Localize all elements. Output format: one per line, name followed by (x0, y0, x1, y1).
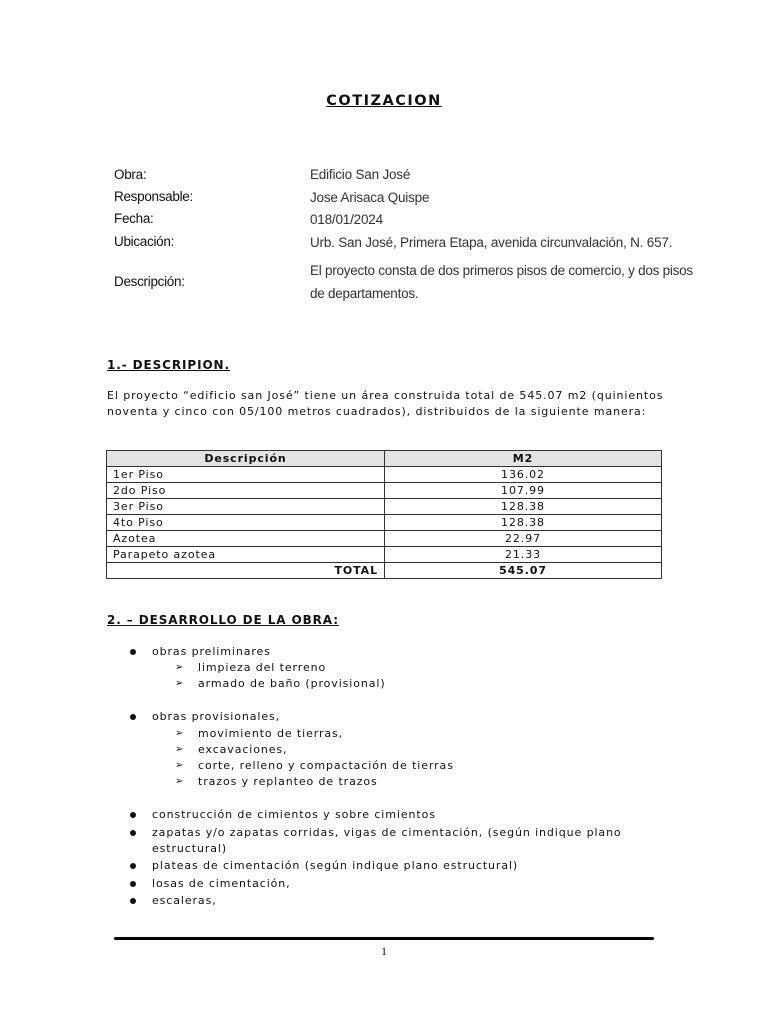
bullet-icon (130, 714, 136, 720)
section1-paragraph: El proyecto “edificio san José” tiene un área construida total de 545.07 m2 (quinientos noventa y cinco con 05/100 metros cuadrados), distribuidos de la siguiente manera: (107, 389, 664, 418)
ubicacion-label: Ubicación: (114, 234, 175, 249)
responsable-value: Jose Arisaca Quispe (310, 190, 430, 205)
table-row (107, 515, 662, 531)
row-label: 2do Piso (107, 483, 385, 499)
list-item-text: losas de cimentación, (152, 877, 291, 890)
row-label: Parapeto azotea (107, 547, 385, 563)
bullet-icon (130, 863, 136, 869)
table-total-row (107, 563, 662, 579)
list-item-text: construcción de cimientos y sobre cimientos (152, 808, 436, 821)
arrow-bullet-icon: ➢ (175, 678, 185, 689)
ubicacion-value: Urb. San José, Primera Etapa, avenida circunvalación, N. 657. (310, 235, 673, 250)
bullet-icon (130, 649, 136, 655)
bullet-icon (130, 898, 136, 904)
row-label: 1er Piso (107, 467, 385, 483)
table-row (107, 499, 662, 515)
table-row (107, 467, 662, 483)
row-value: 128.38 (385, 515, 662, 531)
responsable-label: Responsable: (114, 189, 193, 204)
sub-list-item-text: corte, relleno y compactación de tierras (198, 759, 454, 772)
page-number: 1 (381, 944, 387, 958)
header-descripcion: Descripción (107, 451, 385, 467)
list-item-text: zapatas y/o zapatas corridas, vigas de cimentación, (según indique plano estructural) (152, 826, 622, 855)
row-value: 21.33 (385, 547, 662, 563)
bullet-icon (130, 830, 136, 836)
areas-table (106, 450, 662, 579)
sub-list-item-text: armado de baño (provisional) (198, 677, 386, 690)
row-label: 3er Piso (107, 499, 385, 515)
list-item-text: obras preliminares (152, 645, 271, 658)
header-m2: M2 (385, 451, 662, 467)
bullet-icon (130, 881, 136, 887)
arrow-bullet-icon: ➢ (175, 744, 185, 755)
table-row (107, 547, 662, 563)
total-label: TOTAL (107, 563, 385, 579)
list-item-text: plateas de cimentación (según indique plano estructural) (152, 859, 519, 872)
arrow-bullet-icon: ➢ (175, 728, 185, 739)
row-value: 136.02 (385, 467, 662, 483)
row-value: 107.99 (385, 483, 662, 499)
obra-value: Edificio San José (310, 167, 411, 182)
sub-list-item-text: movimiento de tierras, (198, 727, 344, 740)
table-row (107, 531, 662, 547)
section1-title: 1.- DESCRIPION. (107, 358, 230, 372)
sub-list-item-text: trazos y replanteo de trazos (198, 775, 378, 788)
document-title: COTIZACION (326, 93, 442, 109)
arrow-bullet-icon: ➢ (175, 776, 185, 787)
total-value: 545.07 (385, 563, 662, 579)
row-label: Azotea (107, 531, 385, 547)
descripcion-value: El proyecto consta de dos primeros pisos de comercio, y dos pisos de departamentos. (310, 263, 693, 301)
fecha-value: 018/01/2024 (310, 212, 383, 227)
row-value: 128.38 (385, 499, 662, 515)
list-item-text: obras provisionales, (152, 710, 281, 723)
sub-list-item-text: limpieza del terreno (198, 661, 327, 674)
footer-divider (114, 937, 654, 940)
sub-list-item-text: excavaciones, (198, 743, 288, 756)
fecha-label: Fecha: (114, 211, 154, 226)
table-row (107, 483, 662, 499)
arrow-bullet-icon: ➢ (175, 760, 185, 771)
descripcion-label: Descripción: (114, 274, 185, 289)
section2-title: 2. – DESARROLLO DE LA OBRA: (107, 613, 339, 627)
row-value: 22.97 (385, 531, 662, 547)
row-label: 4to Piso (107, 515, 385, 531)
list-item-text: escaleras, (152, 894, 217, 907)
bullet-icon (130, 812, 136, 818)
obra-label: Obra: (114, 167, 147, 182)
table-header-row (107, 451, 662, 467)
arrow-bullet-icon: ➢ (175, 662, 185, 673)
